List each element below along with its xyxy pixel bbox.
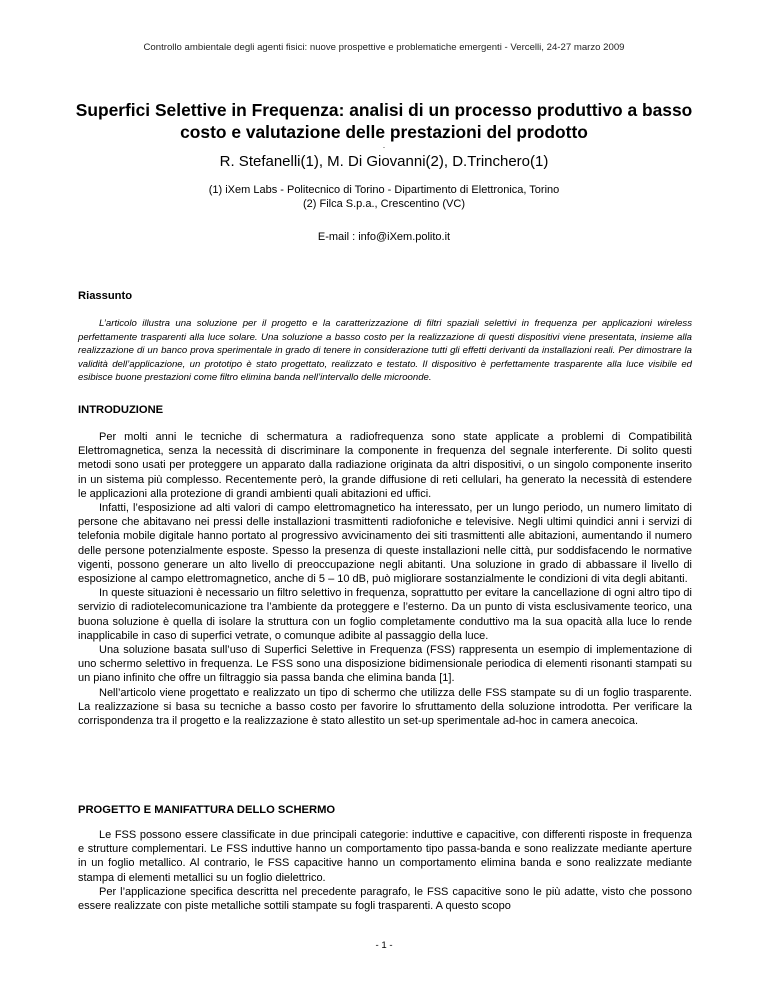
paragraph: Nell’articolo viene progettato e realizzato un tipo di schermo che utilizza delle FSS stampate su di un foglio trasparente. La realizzazione si basa su tecniche a basso costo per favorire lo sfruttamento della soluzione introdotta. Per verificare la corrispondenza tra il progetto e la realizzazione è stato allestito un set-up sperimentale ad-hoc in camera anecoica. xyxy=(78,686,692,728)
stray-dot: . xyxy=(382,141,386,150)
section-body-introduzione xyxy=(78,430,692,728)
paragraph: Per molti anni le tecniche di schermatura a radiofrequenza sono state applicate a problemi di Compatibilità Elettromagnetica, senza la necessità di discriminare la componente in frequenza del segnale interferente. Di solito questi metodi sono usati per proteggere un apparato dalla radiazione originata da altri dispositivi, o un singolo componente inserito in un sistema più complesso. Recentemente però, la grande diffusione di reti cellulari, ha generato la necessità di estendere le applicazioni alla protezione di grandi ambienti quali abitazioni ed uffici. xyxy=(78,431,692,500)
section-heading-introduzione: INTRODUZIONE xyxy=(78,404,164,416)
paragraph: Le FSS possono essere classificate in due principali categorie: induttive e capacitive, con differenti risposte in frequenza e strutture complementari. Le FSS induttive hanno un comportamento tipo passa-banda e sono realizzate mediante aperture in un foglio metallico. Al contrario, le FSS capacitive hanno un comportamento elimina banda e sono realizzate mediante stampa di elementi metallici su un foglio dielettrico. xyxy=(78,829,692,884)
affiliations xyxy=(0,183,768,211)
abstract-heading: Riassunto xyxy=(78,290,133,302)
email: E-mail : info@iXem.polito.it xyxy=(317,231,451,243)
paragraph: In queste situazioni è necessario un filtro selettivo in frequenza, soprattutto per evitare la cancellazione di ogni altro tipo di servizio di radiotelecomunicazione tra l’ambiente da proteggere e l’esterno. Da un punto di vista esclusivamente teorico, una buona soluzione è quella di isolare la struttura con un foglio completamente conduttivo ma la sua opacità alla luce lo rende inapplicabile in caso di superfici vetrate, o comunque adibite al passaggio della luce. xyxy=(78,587,692,642)
affiliation-2: (2) Filca S.p.a., Crescentino (VC) xyxy=(303,198,465,210)
section-heading-progetto: PROGETTO E MANIFATTURA DELLO SCHERMO xyxy=(78,804,336,816)
paragraph: Una soluzione basata sull’uso di Superfici Selettive in Frequenza (FSS) rappresenta un esempio di implementazione di uno schermo selettivo in frequenza. Le FSS sono una disposizione bidimensionale periodica di elementi risonanti stampati su un piano infinito che offre un filtraggio sia passa banda che elimina banda [1]. xyxy=(78,644,692,685)
paper-title: Superfici Selettive in Frequenza: analisi di un processo produttivo a basso costo e valutazione delle prestazioni del prodotto xyxy=(75,100,693,142)
paragraph: Infatti, l’esposizione ad alti valori di campo elettromagnetico ha interessato, per un lungo periodo, un numero limitato di persone che abitavano nei pressi delle installazioni trasmittenti radiofoniche e televisive. Negli ultimi quindici anni i servizi di telefonia mobile digitale hanno portato al progressivo avvicinamento dei siti trasmittenti alle abitazioni, aumentando il numero delle persone potenzialmente esposte. Spesso la presenza di queste installazioni nelle città, pur soddisfacendo le normative vigenti, possono generare un alto livello di preoccupazione negli abitanti. Una soluzione in grado di abbassare il livello di esposizione al campo elettromagnetico, anche di 5 – 10 dB, può migliorare sostanzialmente le condizioni di vita degli abitanti. xyxy=(78,502,692,586)
affiliation-1: (1) iXem Labs - Politecnico di Torino - Dipartimento di Elettronica, Torino xyxy=(208,184,560,196)
paragraph: Per l’applicazione specifica descritta nel precedente paragrafo, le FSS capacitive sono le più adatte, visto che possono essere realizzate con piste metalliche sottili stampate su fogli trasparenti. A questo scopo xyxy=(78,885,692,913)
section-body-progetto xyxy=(78,828,692,913)
authors: R. Stefanelli(1), M. Di Giovanni(2), D.Trinchero(1) xyxy=(219,153,549,170)
running-header: Controllo ambientale degli agenti fisici: nuove prospettive e problematiche emergenti - Vercelli, 24-27 marzo 2009 xyxy=(143,42,625,53)
page-number: - 1 - xyxy=(375,940,393,951)
abstract-text: L’articolo illustra una soluzione per il progetto e la caratterizzazione di filtri spaziali selettivi in frequenza per applicazioni wireless perfettamente trasparenti alla luce solare. Una soluzione a basso costo per la realizzazione di questi dispositivi viene presentata, insieme alla realizzazione di un banco prova sperimentale in grado di tenere in considerazione tutti gli effetti derivanti da installazioni reali. Per dimostrare la validità dell’applicazione, un prototipo è stato progettato, realizzato e testato. Il dispositivo è perfettamente trasparente alla luce visibile ed esibisce buone prestazioni come filtro elimina banda nell’intervallo delle microonde. xyxy=(78,318,692,384)
